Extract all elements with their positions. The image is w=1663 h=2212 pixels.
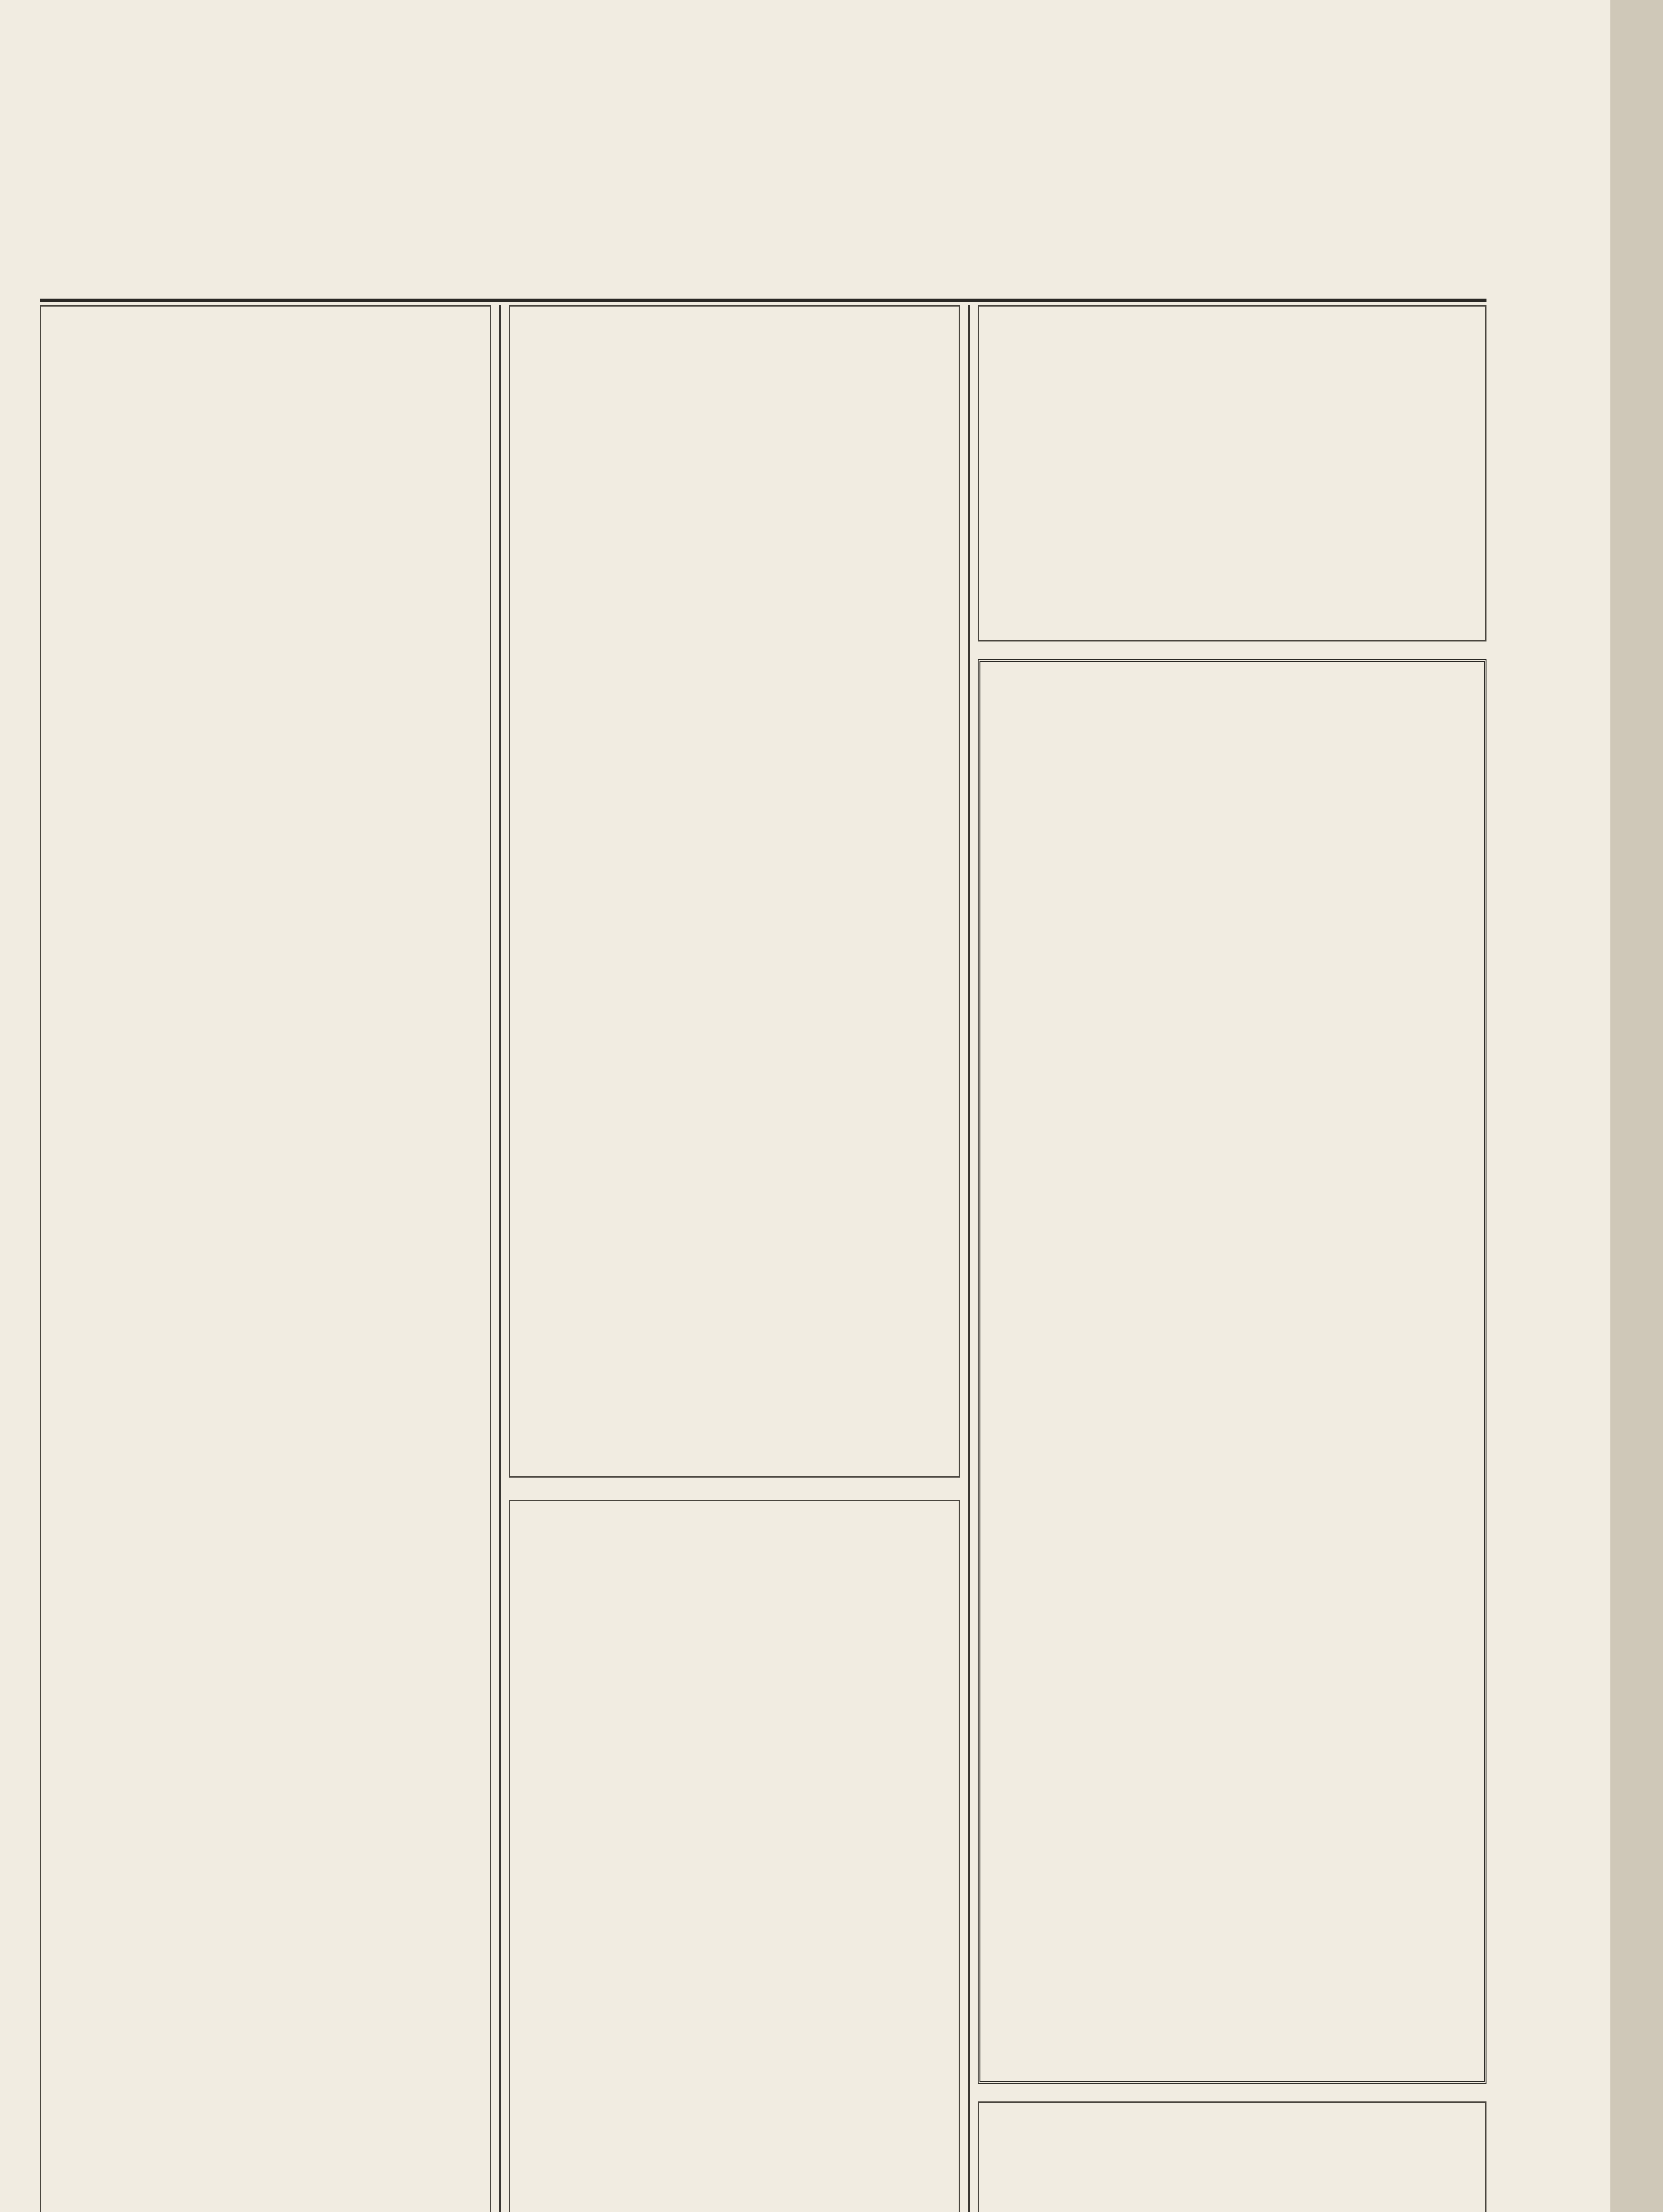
column-divider-1 <box>499 305 501 2212</box>
column-divider-2 <box>968 305 970 2212</box>
column-1 <box>40 305 491 2212</box>
serial-story <box>40 305 491 2212</box>
lottery-advertisement <box>978 659 1486 2084</box>
serial-story-continuation <box>509 305 960 1478</box>
miscellany-section <box>509 1500 960 2212</box>
masthead <box>40 150 1486 296</box>
masthead-rule <box>40 299 1486 302</box>
column-3 <box>978 305 1486 2212</box>
page-edge <box>1610 0 1663 2212</box>
thank-you-notice <box>978 2101 1486 2212</box>
news-briefs <box>978 305 1486 641</box>
column-2 <box>509 305 960 2212</box>
